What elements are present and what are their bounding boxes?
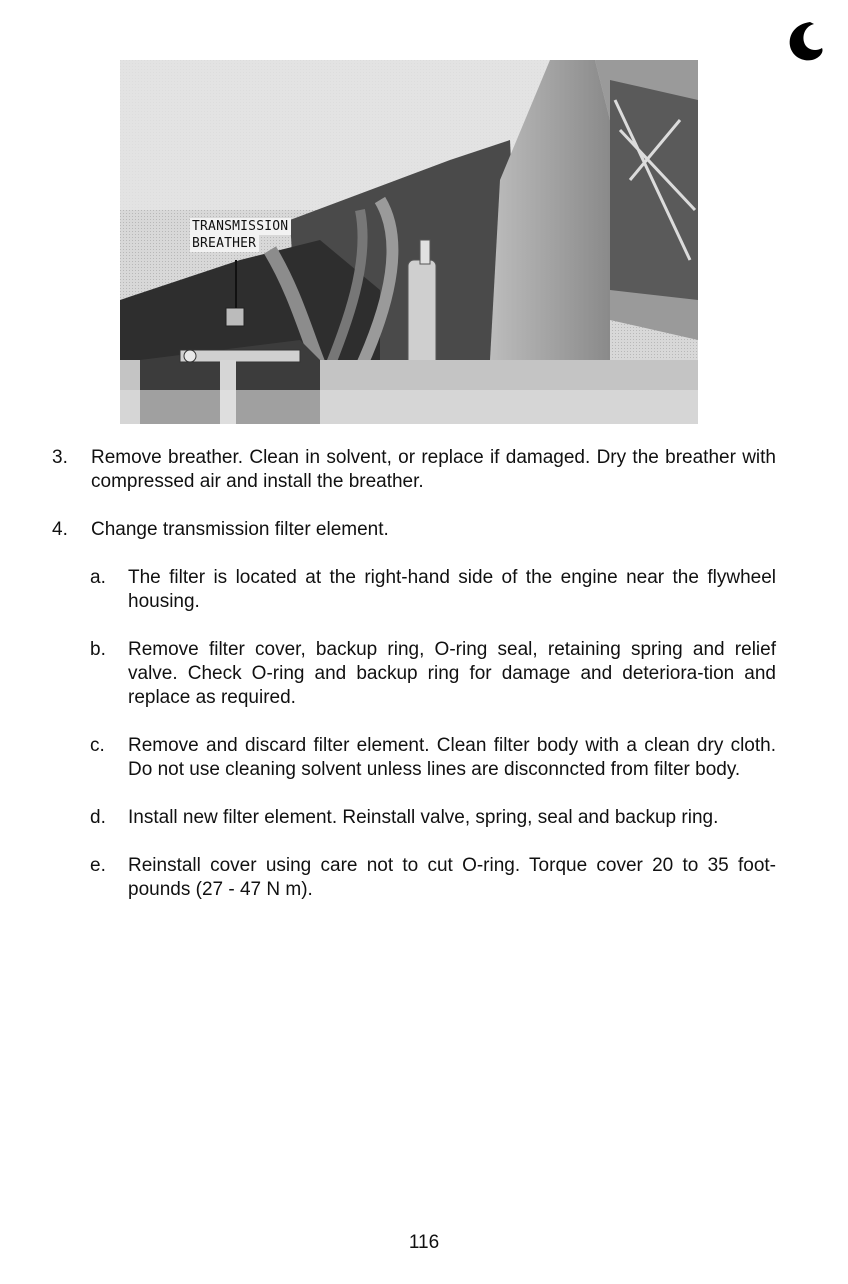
transmission-breather-callout	[190, 218, 291, 252]
step-number: 4.	[52, 519, 68, 540]
substep-letter: b.	[90, 639, 106, 660]
substep-text: Remove filter cover, backup ring, O-ring seal, retaining spring and relief valve. Check O-ring and backup ring for damage and deteriora-tion and replace as required.	[128, 639, 776, 708]
procedure-steps	[52, 446, 776, 926]
page-number: 116	[408, 1232, 440, 1253]
substep-e	[90, 854, 776, 902]
step-number: 3.	[52, 447, 68, 468]
substep-letter: e.	[90, 855, 106, 876]
substep-text: Reinstall cover using care not to cut O-ring. Torque cover 20 to 35 foot-pounds (27 - 47 N m).	[128, 855, 776, 900]
thumb-tab-mark	[784, 18, 828, 62]
substep-a	[90, 566, 776, 614]
substep-b	[90, 638, 776, 710]
step-4	[52, 518, 776, 542]
substep-text: Install new filter element. Reinstall valve, spring, seal and backup ring.	[128, 807, 719, 828]
step-text: Remove breather. Clean in solvent, or replace if damaged. Dry the breather with compressed air and install the breather.	[91, 447, 776, 492]
callout-line-2: BREATHER	[190, 235, 259, 252]
step-text: Change transmission filter element.	[91, 519, 389, 540]
callout-line-1: TRANSMISSION	[190, 218, 291, 235]
substep-text: The filter is located at the right-hand side of the engine near the flywheel housing.	[128, 567, 776, 612]
substep-text: Remove and discard filter element. Clean filter body with a clean dry cloth. Do not use cleaning solvent unless lines are disconncted from filter body.	[128, 735, 776, 780]
substep-c	[90, 734, 776, 782]
step-4-substeps	[52, 566, 776, 902]
substep-d	[90, 806, 776, 830]
substep-letter: d.	[90, 807, 106, 828]
substep-letter: a.	[90, 567, 106, 588]
substep-letter: c.	[90, 735, 105, 756]
step-3	[52, 446, 776, 494]
